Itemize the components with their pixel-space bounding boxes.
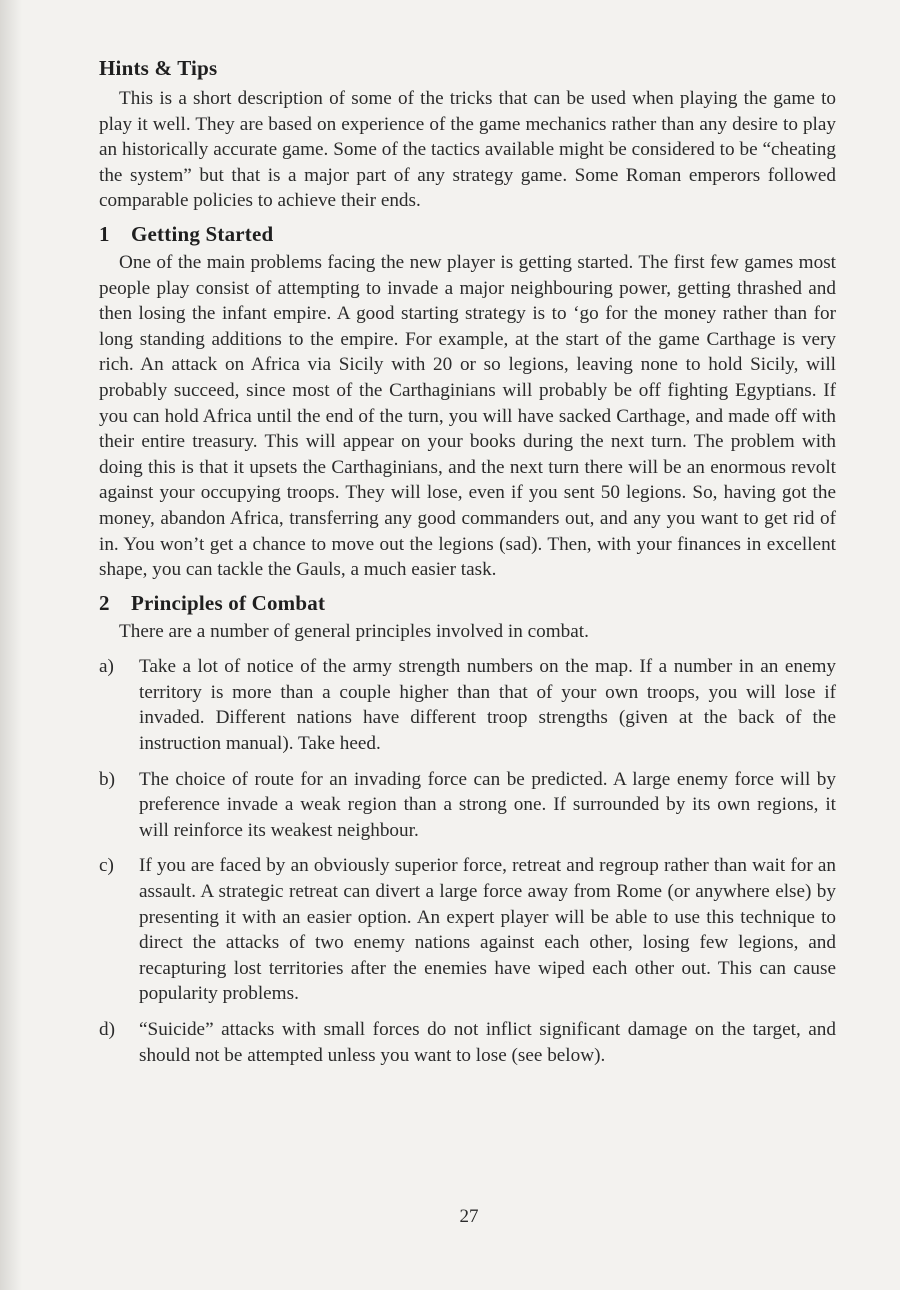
- list-item: [99, 654, 836, 756]
- page-title: Hints & Tips: [99, 56, 218, 80]
- list-item-text: The choice of route for an invading force can be predicted. A large enemy force will by preference invade a weak region than a strong one. If surrounded by its own regions, it will reinforce its weakest neighbour.: [139, 768, 836, 841]
- page-edge-shadow: [0, 0, 22, 1290]
- document-body: [99, 56, 836, 1068]
- intro-paragraph: This is a short description of some of the tricks that can be used when playing the game to play it well. They are based on experience of the game mechanics rather than any desire to play an historically accurate game. Some of the tactics available might be considered to be “cheating the system” but that is a major part of any strategy game. Some Roman emperors followed comparable policies to achieve their ends.: [99, 88, 836, 212]
- list-item-label: b): [99, 768, 115, 790]
- section-number: 1: [99, 221, 110, 246]
- section-heading-getting-started: [99, 222, 836, 247]
- list-item-label: c): [99, 855, 114, 877]
- section-title: Getting Started: [131, 221, 274, 246]
- getting-started-paragraph: One of the main problems facing the new player is getting started. The first few games most people play consist of attempting to invade a major neighbouring power, getting thrashed and then losing the infant empire. A good starting strategy is to ‘go for the money rather than for long standing additions to the empire. For example, at the start of the game Carthage is very rich. An attack on Africa via Sicily with 20 or so legions, leaving none to hold Sicily, will probably succeed, since most of the Carthaginians will probably be off fighting Egyptians. If you can hold Africa until the end of the turn, you will have sacked Carthage, and made off with their entire treasury. This will appear on your books during the next turn. The problem with doing this is that it upsets the Carthaginians, and the next turn there will be an enormous revolt against your occupying troops. They will lose, even if you sent 50 legions. So, having got the money, abandon Africa, transferring any good commanders out, and any you want to get rid of in. You won’t get a chance to move out the legions (sad). Then, with your finances in excellent shape, you can tackle the Gauls, a much easier task.: [99, 251, 836, 581]
- list-item-text: “Suicide” attacks with small forces do not inflict significant damage on the target, and should not be attempted unless you want to lose (see below).: [139, 1019, 836, 1066]
- page-number: 27: [459, 1206, 479, 1227]
- section-title: Principles of Combat: [131, 590, 326, 615]
- list-item-text: Take a lot of notice of the army strength numbers on the map. If a number in an enemy territory is more than a couple higher than that of your own troops, you will lose if invaded. Different nations have different troop strengths (given at the back of the instruction manual). Take heed.: [139, 656, 836, 755]
- list-item-label: d): [99, 1019, 115, 1040]
- list-item: [99, 853, 836, 1007]
- section-heading-principles-of-combat: [99, 591, 836, 616]
- combat-lead-paragraph: There are a number of general principles involved in combat.: [119, 620, 589, 642]
- list-item-label: a): [99, 656, 114, 678]
- list-item-text: If you are faced by an obviously superior force, retreat and regroup rather than wait for an assault. A strategic retreat can divert a large force away from Rome (or anywhere else) by presenting it with an easier option. An expert player will be able to use this technique to direct the attacks of two enemy nations against each other, losing few legions, and recapturing lost territories after the enemies have wiped each other out. This can cause popularity problems.: [139, 855, 836, 1005]
- section-number: 2: [99, 590, 110, 615]
- list-item: [99, 767, 836, 844]
- list-item: [99, 1017, 836, 1068]
